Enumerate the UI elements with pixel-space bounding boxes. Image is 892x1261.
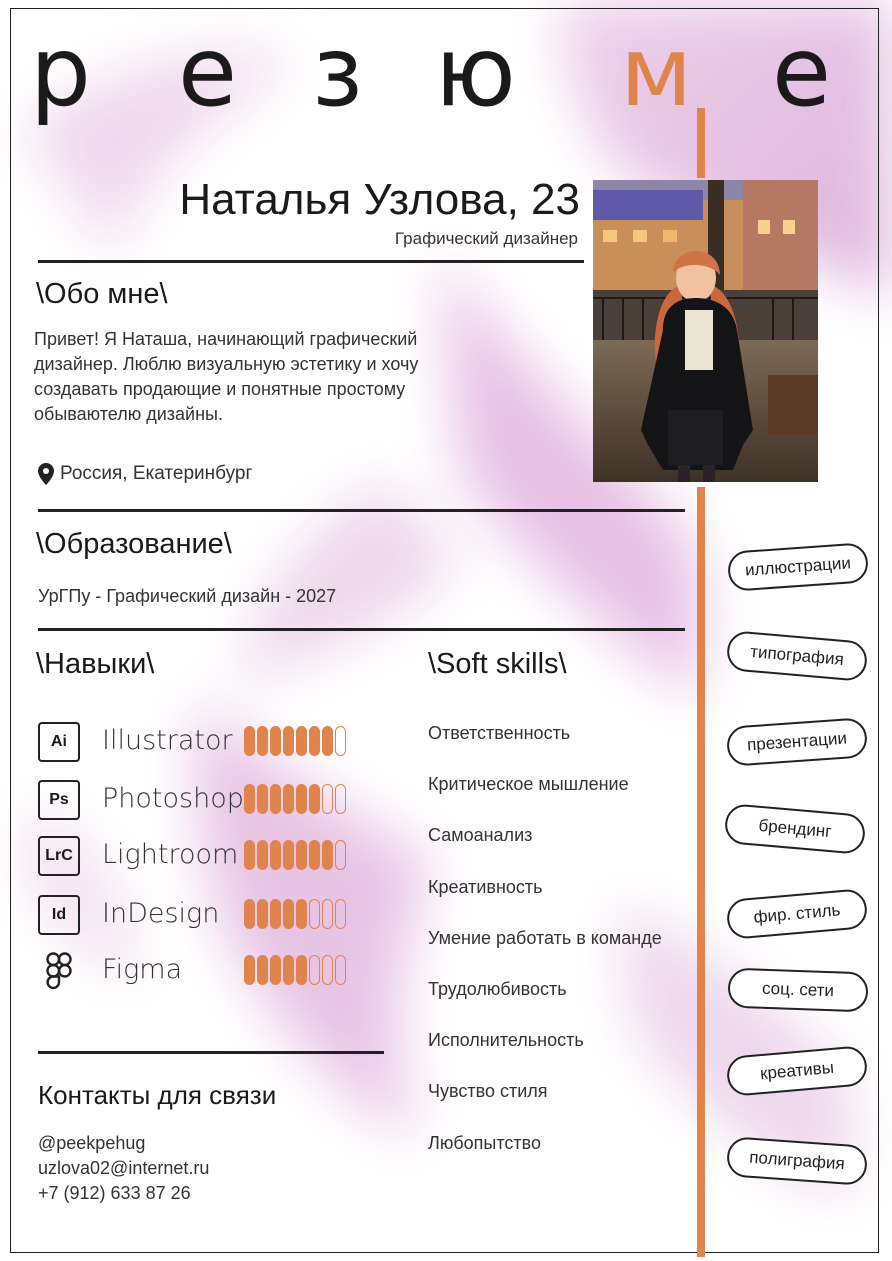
soft-skill-item: Трудолюбивость xyxy=(428,979,567,999)
skill-level-meter xyxy=(244,726,346,756)
level-dot-filled xyxy=(283,784,294,814)
resume-title xyxy=(30,16,870,128)
tag-pill: типография xyxy=(726,630,869,682)
level-dot-filled xyxy=(296,726,307,756)
profile-photo xyxy=(593,180,818,482)
level-dot-empty xyxy=(335,784,346,814)
level-dot-empty xyxy=(309,955,320,985)
app-lrc-icon: LrC xyxy=(38,836,80,876)
level-dot-filled xyxy=(244,784,255,814)
app-ps-icon: Ps xyxy=(38,780,80,820)
skill-row xyxy=(38,836,398,876)
soft-skill-item: Ответственность xyxy=(428,723,571,743)
accent-line-top xyxy=(697,108,705,178)
tag-pill: фир. стиль xyxy=(726,888,869,940)
level-dot-empty xyxy=(322,784,333,814)
level-dot-filled xyxy=(270,840,281,870)
tag-pill: иллюстрации xyxy=(727,542,869,592)
contact-phone: +7 (912) 633 87 26 xyxy=(38,1183,191,1203)
level-dot-filled xyxy=(283,726,294,756)
level-dot-filled xyxy=(257,899,268,929)
level-dot-empty xyxy=(335,899,346,929)
location xyxy=(38,463,252,485)
skill-level-meter xyxy=(244,784,346,814)
person-role: Графический дизайнер xyxy=(394,229,578,248)
skill-level-meter xyxy=(244,840,346,870)
level-dot-filled xyxy=(270,784,281,814)
app-id-icon: Id xyxy=(38,895,80,935)
skill-label: Photoshop xyxy=(102,783,244,814)
title-letter-accent: м xyxy=(620,16,693,128)
soft-skill-item: Чувство стиля xyxy=(428,1081,548,1102)
divider xyxy=(38,260,584,263)
level-dot-filled xyxy=(270,726,281,756)
divider xyxy=(38,1051,384,1054)
soft-skill-item: Креативность xyxy=(428,876,543,897)
contact-handle: @peekpehug xyxy=(38,1133,146,1153)
title-letter: з xyxy=(312,16,364,128)
title-letter: р xyxy=(30,16,91,128)
level-dot-filled xyxy=(283,840,294,870)
level-dot-empty xyxy=(322,899,333,929)
tag-pill: презентации xyxy=(726,717,868,767)
level-dot-filled xyxy=(283,899,294,929)
level-dot-filled xyxy=(257,840,268,870)
level-dot-filled xyxy=(244,726,255,756)
tag-pill: соц. сети xyxy=(727,968,868,1013)
level-dot-filled xyxy=(283,955,294,985)
skill-level-meter xyxy=(244,899,346,929)
skill-row xyxy=(38,722,398,762)
accent-line xyxy=(697,487,705,1257)
about-text: Привет! Я Наташа, начинающий графический дизайнер. Люблю визуальную эстетику и хочу создавать продающие и понятные простому обываютелю дизайны. xyxy=(34,329,419,424)
skill-row xyxy=(38,951,398,991)
level-dot-filled xyxy=(244,840,255,870)
level-dot-filled xyxy=(322,726,333,756)
skill-row xyxy=(38,895,398,935)
level-dot-filled xyxy=(244,899,255,929)
skill-label: Illustrator xyxy=(102,725,233,756)
level-dot-empty xyxy=(335,840,346,870)
level-dot-filled xyxy=(296,840,307,870)
person-name: Наталья Узлова, 23 xyxy=(179,175,580,224)
title-letter: е xyxy=(178,16,238,128)
level-dot-empty xyxy=(322,955,333,985)
level-dot-filled xyxy=(270,899,281,929)
skill-level-meter xyxy=(244,955,346,985)
level-dot-filled xyxy=(270,955,281,985)
level-dot-filled xyxy=(296,955,307,985)
app-ai-icon: Ai xyxy=(38,722,80,762)
location-pin-icon xyxy=(38,463,54,485)
divider xyxy=(38,628,685,631)
contact-email: uzlova02@internet.ru xyxy=(38,1158,210,1178)
level-dot-filled xyxy=(244,955,255,985)
level-dot-empty xyxy=(335,726,346,756)
tag-pill: креативы xyxy=(726,1045,869,1097)
tag-pill: полиграфия xyxy=(726,1136,868,1186)
skill-label: Figma xyxy=(102,954,183,985)
level-dot-filled xyxy=(322,840,333,870)
soft-skill-item: Любопытство xyxy=(428,1132,541,1153)
soft-skill-item: Умение работать в команде xyxy=(428,927,662,948)
skill-label: InDesign xyxy=(102,898,220,929)
tag-pill: брендинг xyxy=(724,803,867,855)
level-dot-filled xyxy=(309,784,320,814)
level-dot-filled xyxy=(309,726,320,756)
level-dot-filled xyxy=(257,726,268,756)
contacts-heading: Контакты для связи xyxy=(38,1080,277,1110)
skill-label: Lightroom xyxy=(102,839,239,870)
title-letter: ю xyxy=(435,16,516,128)
level-dot-filled xyxy=(257,784,268,814)
level-dot-filled xyxy=(296,784,307,814)
level-dot-filled xyxy=(309,840,320,870)
soft-skills-heading: \Soft skills\ xyxy=(428,648,567,680)
soft-skill-item: Критическое мышление xyxy=(428,774,629,795)
level-dot-filled xyxy=(257,955,268,985)
education-item: УрГПу - Графический дизайн - 2027 xyxy=(38,586,337,606)
skills-heading: \Навыки\ xyxy=(36,648,155,680)
about-heading: \Обо мне\ xyxy=(36,278,168,310)
figma-icon xyxy=(38,951,80,991)
divider xyxy=(38,509,685,512)
soft-skill-item: Самоанализ xyxy=(428,825,533,846)
level-dot-empty xyxy=(309,899,320,929)
title-letter: е xyxy=(772,16,832,128)
education-heading: \Образование\ xyxy=(36,528,232,560)
soft-skill-item: Исполнительность xyxy=(428,1030,584,1051)
skill-row xyxy=(38,780,398,820)
location-text: Россия, Екатеринбург xyxy=(60,463,253,484)
level-dot-empty xyxy=(335,955,346,985)
level-dot-filled xyxy=(296,899,307,929)
